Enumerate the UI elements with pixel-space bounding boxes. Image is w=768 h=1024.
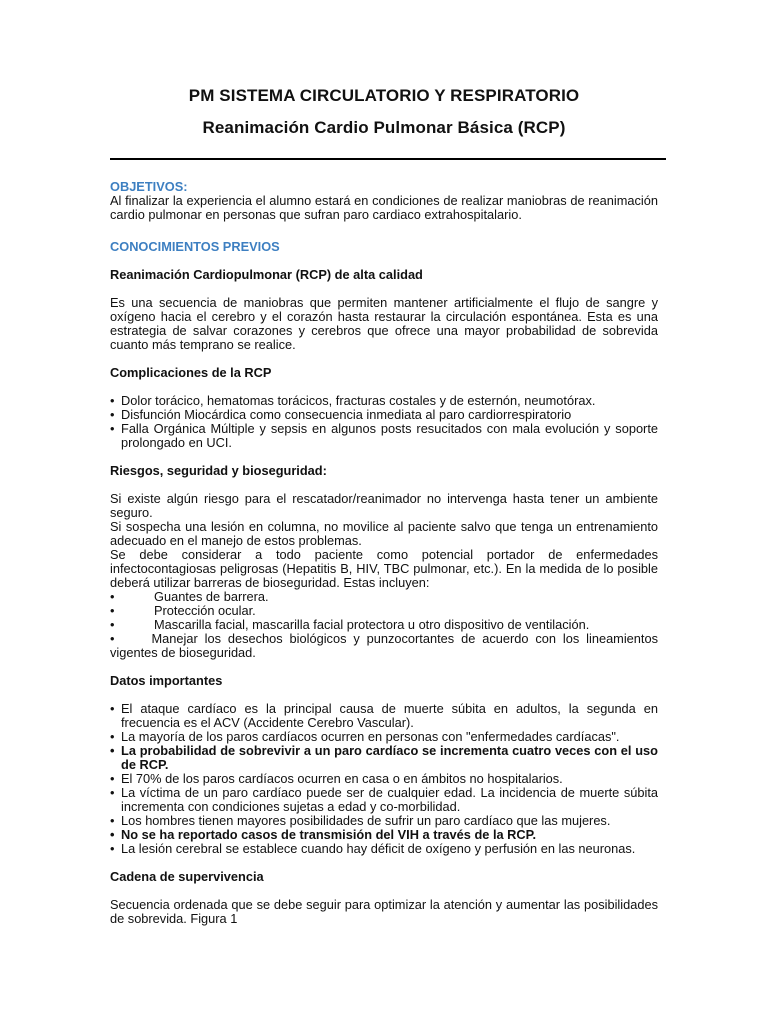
document-subtitle: Reanimación Cardio Pulmonar Básica (RCP) — [202, 118, 566, 137]
bullet-icon: • — [110, 589, 115, 604]
bullet-icon: • — [110, 771, 115, 786]
complicaciones-heading: Complicaciones de la RCP — [110, 365, 272, 380]
riesgos-heading: Riesgos, seguridad y bioseguridad: — [110, 463, 327, 478]
complicaciones-list — [110, 394, 658, 450]
bullet-icon: • — [110, 813, 115, 828]
list-item: • La probabilidad de sobrevivir a un paro cardíaco se incrementa cuatro veces con el uso de RCP. — [110, 743, 658, 772]
riesgos-paragraph-3: Se debe considerar a todo paciente como potencial portador de enfermedades infectocontagiosas peligrosas (Hepatitis B, HIV, TBC pulmonar, etc.). En la medida de lo posible deberá utilizar barreras de bioseguridad. Estas incluyen: — [110, 547, 658, 590]
rcp-text: Es una secuencia de maniobras que permiten mantener artificialmente el flujo de sangre y oxígeno hacia el cerebro y el corazón hasta restaurar la circulación espontánea. Esta es una estrategia de salvar corazones y cerebros que ofrece una mayor probabilidad de sobrevida cuanto más temprano se realice. — [110, 295, 658, 352]
list-item: • El ataque cardíaco es la principal causa de muerte súbita en adultos, la segunda en frecuencia es el ACV (Accidente Cerebro Vascular). — [110, 701, 658, 730]
bullet-icon: • — [110, 421, 115, 436]
riesgos-paragraph-1: Si existe algún riesgo para el rescatador/reanimador no intervenga hasta tener un ambiente seguro. — [110, 491, 658, 520]
list-item: • La lesión cerebral se establece cuando hay déficit de oxígeno y perfusión en las neuronas. — [110, 841, 636, 856]
bullet-icon: • — [110, 827, 115, 842]
list-item: • La mayoría de los paros cardíacos ocurren en personas con "enfermedades cardíacas". — [110, 729, 620, 744]
cadena-text: Secuencia ordenada que se debe seguir para optimizar la atención y aumentar las posibilidades de sobrevida. Figura 1 — [110, 897, 658, 926]
list-item: • Disfunción Miocárdica como consecuencia inmediata al paro cardiorrespiratorio — [110, 407, 572, 422]
cadena-heading: Cadena de supervivencia — [110, 869, 264, 884]
list-item: • El 70% de los paros cardíacos ocurren en casa o en ámbitos no hospitalarios. — [110, 771, 563, 786]
list-item: • Manejar los desechos biológicos y punzocortantes de acuerdo con los lineamientos vigentes de bioseguridad. — [110, 631, 658, 660]
list-item: • Dolor torácico, hematomas torácicos, fracturas costales y de esternón, neumotórax. — [110, 393, 596, 408]
conocimientos-heading: CONOCIMIENTOS PREVIOS — [110, 239, 280, 254]
bullet-icon: • — [110, 841, 115, 856]
bullet-icon: • — [110, 617, 115, 632]
rcp-heading: Reanimación Cardiopulmonar (RCP) de alta calidad — [110, 267, 423, 282]
header-divider — [110, 158, 666, 160]
bullet-icon: • — [110, 407, 115, 422]
objetivos-text: Al finalizar la experiencia el alumno estará en condiciones de realizar maniobras de reanimación cardio pulmonar en personas que sufran paro cardiaco extrahospitalario. — [110, 193, 658, 222]
document-title: PM SISTEMA CIRCULATORIO Y RESPIRATORIO — [188, 86, 580, 105]
document-body — [110, 180, 658, 926]
objetivos-heading: OBJETIVOS: — [110, 179, 188, 194]
bullet-icon: • — [110, 603, 115, 618]
datos-list — [110, 702, 658, 856]
bullet-icon: • — [110, 743, 115, 758]
riesgos-paragraph-2: Si sospecha una lesión en columna, no movilice al paciente salvo que tenga un entrenamiento adecuado en el manejo de estos problemas. — [110, 519, 658, 548]
datos-heading: Datos importantes — [110, 673, 223, 688]
list-item: • Los hombres tienen mayores posibilidades de sufrir un paro cardíaco que las mujeres. — [110, 813, 611, 828]
bullet-icon: • — [110, 701, 115, 716]
list-item: • Mascarilla facial, mascarilla facial protectora u otro dispositivo de ventilación. — [110, 617, 590, 632]
bullet-icon: • — [110, 631, 115, 646]
bullet-icon: • — [110, 729, 115, 744]
list-item: • Guantes de barrera. — [110, 589, 269, 604]
bullet-icon: • — [110, 785, 115, 800]
bioseguridad-list — [110, 590, 658, 660]
bullet-icon: • — [110, 393, 115, 408]
list-item: • No se ha reportado casos de transmisión del VIH a través de la RCP. — [110, 827, 537, 842]
list-item: • La víctima de un paro cardíaco puede ser de cualquier edad. La incidencia de muerte súbita incrementa con condiciones sujetas a edad y co-morbilidad. — [110, 785, 658, 814]
list-item: • Protección ocular. — [110, 603, 256, 618]
list-item: • Falla Orgánica Múltiple y sepsis en algunos posts resucitados con mala evolución y soporte prolongado en UCI. — [110, 421, 658, 450]
